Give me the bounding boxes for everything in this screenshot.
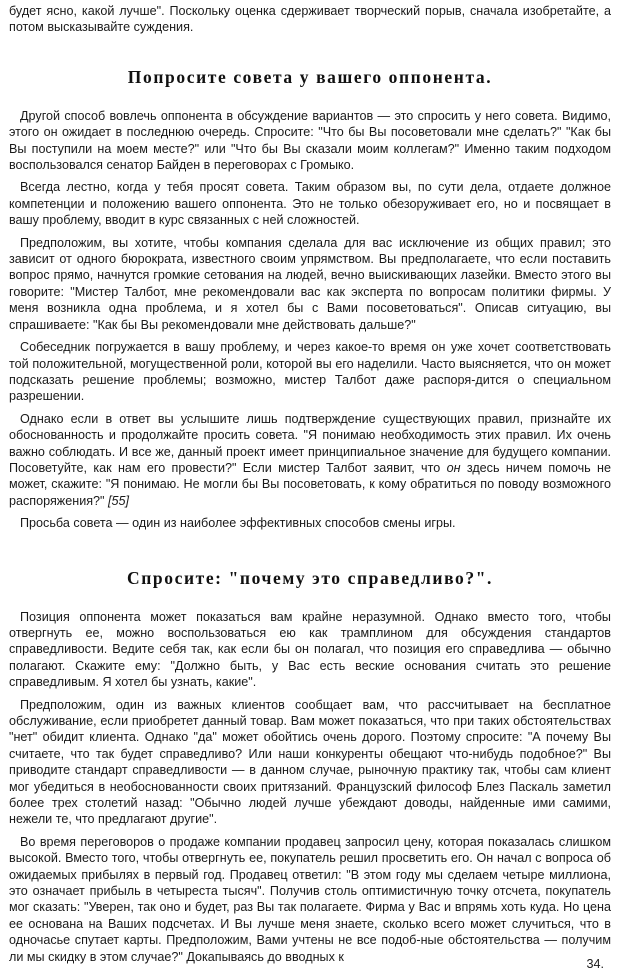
paragraph-advice-5-part-a: Однако если в ответ вы услышите лишь подтверждение существующих правил, признайте их обоснованность и продолжайте просить совета. "Я понимаю необходимость этих правил. Их очень важно соблюдать. И все же, данный проект имеет принципиальное значение для будущего компании. Посоветуйте, как нам его провести?" Если мистер Талбот заявит, что — [9, 411, 611, 475]
paragraph-advice-1: Другой способ вовлечь оппонента в обсуждение вариантов — это спросить у него совета. Видимо, этого он ожидает в последнюю очередь. Спросите: "Что бы Вы посоветовали мне сделать?" "Как бы Вы поступили на моем месте?" или "Что бы Вы сказали моим коллегам?" Именно таким подходом воспользовался сенатор Байден в переговорах с Громыко. — [9, 108, 611, 173]
paragraph-advice-5 — [9, 411, 611, 509]
footnote-reference: [55] — [108, 493, 130, 508]
paragraph-advice-3: Предположим, вы хотите, чтобы компания сделала для вас исключение из общих правил; это зависит от одного бюрократа, известного своим упрямством. Вы предполагаете, что если поставить вопрос прямо, начнутся громкие сетования на людей, вечно выискивающих лазейки. Вместо этого вы говорите: "Мистер Талбот, мне рекомендовали вас как эксперта по вопросам политики фирмы. У меня возникла одна проблема, и я хотел бы с Вами посоветоваться". Описав ситуацию, вы спрашиваете: "Как бы Вы рекомендовали мне действовать дальше?" — [9, 235, 611, 332]
paragraph-advice-2: Всегда лестно, когда у тебя просят совета. Таким образом вы, по сути дела, отдаете должное компетенции и положению вашего оппонента. Это не только обезоруживает его, но и посвящает в вашу проблему, вводит в курс связанных с ней сложностей. — [9, 180, 611, 228]
paragraph-advice-5-part-b: здесь ничем помочь не может, скажите: "Я понимаю. Не могли бы Вы посоветовать, к кому обратиться по поводу возможного распоряжения?" — [9, 460, 611, 508]
section-heading-why-fair: Спросите: "почему это справедливо?". — [126, 567, 494, 588]
emphasis-word: он — [446, 460, 461, 475]
paragraph-advice-4: Собеседник погружается в вашу проблему, и через какое-то время он уже хочет соответствовать той положительной, могущественной роли, которой вы его наделили. Часто выясняется, что он может подсказать решение проблемы; возможно, мистер Талбот даже распоря-дится о специальном разрешении. — [9, 340, 611, 404]
intro-paragraph: будет ясно, какой лучше". Поскольку оценка сдерживает творческий порыв, сначала изобретайте, а потом высказывайте суждения. — [9, 4, 611, 35]
paragraph-fair-1: Позиция оппонента может показаться вам крайне неразумной. Однако вместо того, чтобы отвергнуть ее, можно воспользоваться ею как трамплином для обсуждения стандартов справедливости. Ведите себя так, как если бы он полагал, что позиция его справедлива — обычно полагают. Скажите ему: "Должно быть, у Вас есть веские основания считать это решение справедливым. Я хотел бы узнать, какие". — [9, 609, 611, 690]
page-number: 34. — [586, 957, 604, 971]
paragraph-fair-3: Во время переговоров о продаже компании продавец запросил цену, которая показалась слишком высокой. Вместо того, чтобы отвергнуть ее, покупатель решил просветить его. Он начал с вопроса об ожидаемых прибылях в первый год. Продавец ответил: "В этом году мы сделаем четыре миллиона, это означает прибыль в четыреста тысяч". Получив столь оптимистичную точку отсчета, покупатель мог сказать: "Уверен, так оно и будет, раз Вы так полагаете. Фирма у Вас и впрямь хоть куда. Но цена ее основана на Ваших подсчетах. И Вы лучше меня знаете, сколько всего может случиться, что в одночасье спутает карты. Предположим, Вами учтены не все подоб-ные обстоятельства — получим ли мы скидку в этом случае?" Докапываясь до вводных к — [9, 834, 611, 964]
section-heading-ask-advice: Попросите совета у вашего оппонента. — [127, 66, 493, 87]
paragraph-advice-6: Просьба совета — один из наиболее эффективных способов смены игры. — [20, 516, 456, 531]
paragraph-fair-2: Предположим, один из важных клиентов сообщает вам, что рассчитывает на бесплатное обслуживание, если приобретет данный товар. Вам может показаться, что при таких обстоятельствах "нет" обидит клиента. Однако "да" может обойтись очень дорого. Поэтому спросите: "А почему Вы считаете, что так будет справедливо? Или наши конкуренты обещают что-нибудь подобное?" Вы приводите стандарт справедливости — в данном случае, рыночную практику так, чтобы сам клиент мог убедиться в необоснованности своих притязаний. Французский философ Блез Паскаль заметил более трех столетий назад: "Обычно людей лучше убеждают доводы, найденные ими самими, нежели те, что предлагают другие". — [9, 697, 611, 827]
